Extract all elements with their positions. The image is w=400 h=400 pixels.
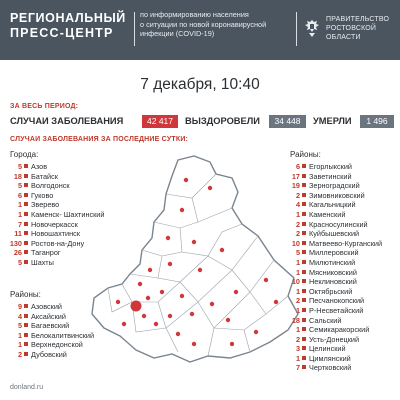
- place-name: Кагальницкий: [309, 200, 356, 210]
- case-count: 6: [17, 190, 22, 200]
- case-marker: [198, 268, 202, 272]
- header-divider: [296, 12, 297, 46]
- case-marker: [168, 262, 172, 266]
- list-item: [286, 181, 382, 191]
- case-count: 1: [17, 340, 22, 350]
- dot-marker: [302, 231, 306, 235]
- case-count: 26: [13, 248, 22, 258]
- case-marker: [208, 186, 212, 190]
- place-name: Сальский: [309, 315, 342, 325]
- place-name: Ростов-на-Дону: [31, 238, 85, 248]
- dot-marker: [24, 202, 28, 206]
- cases-label: СЛУЧАИ ЗАБОЛЕВАНИЯ: [10, 116, 124, 126]
- case-count: 1: [17, 200, 22, 210]
- info-description: [140, 10, 292, 39]
- place-name: Миллеровский: [309, 248, 359, 258]
- info-line-2: о ситуации по новой коронавирусной: [140, 19, 267, 29]
- dot-marker: [24, 222, 28, 226]
- districts-right-heading: Районы:: [290, 150, 321, 159]
- region-map: [82, 152, 302, 367]
- place-name: Октябрьский: [309, 286, 353, 296]
- place-name: Дубовский: [31, 349, 67, 359]
- case-count: 11: [14, 229, 22, 239]
- case-count: 4: [295, 200, 300, 210]
- place-name: Багаевский: [31, 321, 70, 331]
- header-banner: [0, 0, 400, 60]
- case-count: 19: [291, 181, 300, 191]
- list-item: [286, 220, 382, 230]
- dot-marker: [302, 289, 306, 293]
- list-item: [286, 354, 382, 364]
- case-count: 1: [295, 209, 300, 219]
- dot-marker: [24, 212, 28, 216]
- info-line-3: инфекции (COVID-19): [140, 29, 215, 39]
- list-item: [286, 200, 382, 210]
- case-count: 1: [295, 353, 300, 363]
- place-name: Батайск: [31, 171, 58, 181]
- died-value: 1 496: [360, 115, 394, 128]
- case-count: 1: [295, 305, 300, 315]
- dot-marker: [24, 314, 28, 318]
- case-marker: [210, 302, 214, 306]
- dot-marker: [302, 174, 306, 178]
- case-count: 4: [17, 311, 22, 321]
- list-item: [286, 344, 382, 354]
- dot-marker: [24, 333, 28, 337]
- place-name: Заветинский: [309, 171, 352, 181]
- place-name: Красносулинский: [309, 219, 368, 229]
- place-name: Каменский: [309, 209, 346, 219]
- dot-marker: [302, 346, 306, 350]
- case-count: 2: [295, 296, 300, 306]
- case-marker: [116, 300, 120, 304]
- place-name: Новошахтинск: [31, 229, 80, 239]
- dot-marker: [302, 318, 306, 322]
- case-count: 6: [295, 162, 300, 171]
- case-count: 3: [295, 344, 300, 354]
- dot-marker: [302, 250, 306, 254]
- dot-marker: [302, 193, 306, 197]
- case-count: 18: [13, 171, 22, 181]
- place-name: Каменск- Шахтинский: [31, 209, 105, 219]
- case-marker: [176, 332, 180, 336]
- case-marker: [234, 290, 238, 294]
- gov-line-3: ОБЛАСТИ: [326, 34, 361, 42]
- case-count: 7: [17, 219, 22, 229]
- place-name: Аксайский: [31, 311, 66, 321]
- list-item: [286, 363, 382, 373]
- case-count: 5: [17, 162, 22, 171]
- case-marker: [131, 301, 142, 312]
- case-marker: [160, 290, 164, 294]
- place-name: Р-Несветайский: [309, 305, 364, 315]
- dot-marker: [302, 270, 306, 274]
- case-count: 5: [17, 257, 22, 267]
- dot-marker: [24, 304, 28, 308]
- place-name: Мясниковский: [309, 267, 357, 277]
- list-item: [286, 248, 382, 258]
- list-item: [286, 296, 382, 306]
- list-item: [286, 306, 382, 316]
- case-count: 1: [295, 286, 300, 296]
- dot-marker: [302, 260, 306, 264]
- dot-marker: [24, 260, 28, 264]
- place-name: Куйбышевский: [309, 229, 360, 239]
- cities-heading: Города:: [10, 150, 39, 159]
- dot-marker: [302, 202, 306, 206]
- dot-marker: [24, 164, 28, 168]
- case-count: 1: [17, 330, 22, 340]
- case-count: 2: [295, 334, 300, 344]
- case-marker: [180, 208, 184, 212]
- list-item: [286, 316, 382, 326]
- dot-marker: [302, 308, 306, 312]
- dot-marker: [302, 212, 306, 216]
- place-name: Усть-Донецкий: [309, 334, 360, 344]
- case-marker: [146, 296, 150, 300]
- case-marker: [168, 314, 172, 318]
- government-label: [326, 15, 389, 43]
- list-item: [286, 229, 382, 239]
- title-line-1: РЕГИОНАЛЬНЫЙ: [10, 11, 126, 25]
- case-count: 2: [295, 229, 300, 239]
- list-item: [286, 258, 382, 268]
- place-name: Зверево: [31, 200, 60, 210]
- case-marker: [154, 322, 158, 326]
- place-name: Волгодонск: [31, 181, 70, 191]
- case-count: 130: [9, 238, 22, 248]
- place-name: Шахты: [31, 257, 54, 267]
- list-item: [286, 325, 382, 335]
- place-name: Азов: [31, 162, 48, 171]
- dot-marker: [302, 298, 306, 302]
- case-marker: [230, 342, 234, 346]
- place-name: Чертковский: [309, 363, 352, 373]
- coat-of-arms-icon: [303, 18, 321, 38]
- case-count: 2: [295, 219, 300, 229]
- case-count: 5: [295, 248, 300, 258]
- recovered-label: ВЫЗДОРОВЕЛИ: [185, 116, 260, 126]
- case-count: 7: [295, 363, 300, 373]
- place-name: Таганрог: [31, 248, 61, 258]
- case-marker: [274, 300, 278, 304]
- info-line-1: по информированию населения: [140, 10, 249, 19]
- place-name: Семикаракорский: [309, 325, 370, 335]
- list-item: [286, 335, 382, 345]
- dot-marker: [24, 174, 28, 178]
- list-item: [286, 239, 382, 249]
- region-outline: [92, 156, 298, 362]
- place-name: Азовский: [31, 302, 62, 311]
- case-marker: [166, 236, 170, 240]
- case-count: 18: [291, 315, 300, 325]
- place-name: Егорлыкский: [309, 162, 353, 171]
- list-item: [286, 287, 382, 297]
- gov-line-1: ПРАВИТЕЛЬСТВО: [326, 16, 390, 23]
- case-count: 10: [291, 277, 300, 287]
- died-label: УМЕРЛИ: [313, 116, 352, 126]
- case-marker: [138, 282, 142, 286]
- case-marker: [254, 330, 258, 334]
- case-count: 17: [291, 171, 300, 181]
- footer-site[interactable]: donland.ru: [10, 384, 44, 391]
- dot-marker: [24, 193, 28, 197]
- case-marker: [220, 248, 224, 252]
- case-marker: [180, 294, 184, 298]
- dot-marker: [24, 342, 28, 346]
- place-name: Неклиновский: [309, 277, 357, 287]
- list-item: [286, 277, 382, 287]
- period-label: ЗА ВЕСЬ ПЕРИОД:: [10, 103, 79, 110]
- case-marker: [142, 314, 146, 318]
- case-count: 10: [291, 238, 300, 248]
- place-name: Песчанокопский: [309, 296, 365, 306]
- report-date: 7 декабря, 10:40: [140, 76, 260, 93]
- dot-marker: [24, 352, 28, 356]
- case-count: 2: [17, 349, 22, 359]
- case-marker: [264, 278, 268, 282]
- case-count: 5: [17, 181, 22, 191]
- dot-marker: [302, 164, 306, 168]
- districts-left-heading: Районы:: [10, 290, 41, 299]
- case-count: 1: [17, 209, 22, 219]
- place-name: Белокалитвинский: [31, 330, 95, 340]
- dot-marker: [302, 279, 306, 283]
- dot-marker: [302, 356, 306, 360]
- place-name: Зерноградский: [309, 181, 360, 191]
- place-name: Зимовниковский: [309, 190, 365, 200]
- list-item: [286, 172, 382, 182]
- dot-marker: [302, 337, 306, 341]
- case-marker: [226, 318, 230, 322]
- recovered-value: 34 448: [269, 115, 306, 128]
- list-item: [286, 210, 382, 220]
- place-name: Новочеркасск: [31, 219, 78, 229]
- place-name: Милютинский: [309, 257, 356, 267]
- dot-marker: [24, 323, 28, 327]
- place-name: Матвеево-Курганский: [309, 238, 383, 248]
- title-line-2: ПРЕСС-ЦЕНТР: [10, 26, 114, 40]
- case-marker: [122, 322, 126, 326]
- dot-marker: [302, 222, 306, 226]
- dot-marker: [302, 241, 306, 245]
- case-marker: [192, 342, 196, 346]
- case-count: 1: [295, 267, 300, 277]
- case-count: 5: [17, 321, 22, 331]
- totals-row: [10, 115, 395, 128]
- case-count: 9: [17, 302, 22, 311]
- case-marker: [148, 268, 152, 272]
- daily-label: СЛУЧАИ ЗАБОЛЕВАНИЯ ЗА ПОСЛЕДНИЕ СУТКИ:: [10, 136, 189, 143]
- place-name: Гуково: [31, 190, 54, 200]
- list-item: [286, 191, 382, 201]
- place-name: Верхнедонской: [31, 340, 83, 350]
- districts-right-list: [286, 162, 382, 373]
- header-divider: [134, 12, 135, 46]
- dot-marker: [302, 365, 306, 369]
- dot-marker: [24, 183, 28, 187]
- dot-marker: [302, 183, 306, 187]
- dot-marker: [302, 327, 306, 331]
- dot-marker: [24, 241, 28, 245]
- dot-marker: [24, 250, 28, 254]
- list-item: [286, 162, 382, 172]
- press-center-title: [10, 11, 126, 41]
- cases-value: 42 417: [142, 115, 178, 128]
- case-marker: [190, 312, 194, 316]
- case-marker: [192, 240, 196, 244]
- gov-line-2: РОСТОВСКОЙ: [326, 25, 377, 33]
- case-count: 2: [295, 190, 300, 200]
- dot-marker: [24, 231, 28, 235]
- case-marker: [184, 178, 188, 182]
- place-name: Цимлянский: [309, 353, 351, 363]
- list-item: [286, 268, 382, 278]
- case-count: 1: [295, 257, 300, 267]
- place-name: Целинский: [309, 344, 346, 354]
- case-count: 1: [295, 325, 300, 335]
